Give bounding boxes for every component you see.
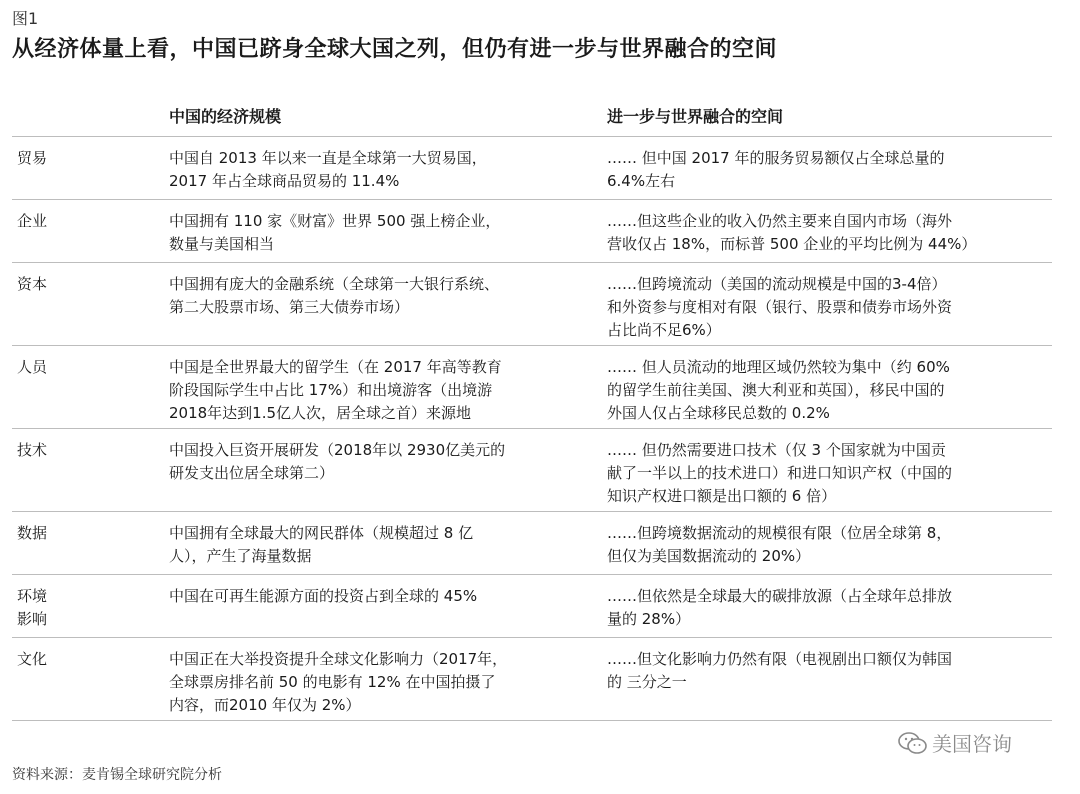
row-category (17, 210, 147, 233)
row-economic-scale (169, 585, 589, 608)
row-category (17, 522, 147, 545)
row-integration-room (607, 585, 1057, 631)
row-integration-room-line: 量的 28%） (607, 610, 691, 628)
figure-title: 从经济体量上看，中国已跻身全球大国之列，但仍有进一步与世界融合的空间 (12, 37, 778, 62)
row-integration-room-line: 献了一半以上的技术进口）和进口知识产权（中国的 (607, 464, 953, 482)
row-economic-scale-line: 阶段国际学生中占比 17%）和出境游客（出境游 (169, 381, 493, 399)
row-category-line: 贸易 (17, 149, 48, 167)
row-integration-room-line: ……但跨境流动（美国的流动规模是中国的3-4倍） (607, 275, 947, 293)
comparison-table (12, 90, 1052, 721)
table-row (12, 263, 1052, 346)
row-integration-room (607, 439, 1057, 508)
row-economic-scale (169, 522, 589, 568)
row-economic-scale-line: 中国拥有庞大的金融系统（全球第一大银行系统、 (169, 275, 500, 293)
row-economic-scale (169, 356, 589, 425)
row-integration-room-line: 占比尚不足6%） (607, 321, 721, 339)
row-integration-room-line: ……但依然是全球最大的碳排放源（占全球年总排放 (607, 587, 953, 605)
row-category-line: 数据 (17, 524, 48, 542)
row-integration-room-line: 外国人仅占全球移民总数的 0.2% (607, 404, 830, 422)
row-economic-scale (169, 439, 589, 485)
row-integration-room-line: 知识产权进口额是出口额的 6 倍） (607, 487, 837, 505)
row-economic-scale-line: 全球票房排名前 50 的电影有 12% 在中国拍摄了 (169, 673, 496, 691)
table-row (12, 638, 1052, 721)
header-economic-scale: 中国的经济规模 (169, 107, 282, 126)
table-row (12, 200, 1052, 263)
row-economic-scale-line: 数量与美国相当 (169, 235, 275, 253)
row-integration-room-line: 6.4%左右 (607, 172, 676, 190)
row-integration-room (607, 356, 1057, 425)
row-economic-scale (169, 210, 589, 256)
row-economic-scale (169, 648, 589, 717)
row-integration-room-line: ……但文化影响力仍然有限（电视剧出口额仅为韩国 (607, 650, 953, 668)
row-integration-room-line: ……但跨境数据流动的规模很有限（位居全球第 8， (607, 524, 952, 542)
row-category-line: 技术 (17, 441, 48, 459)
row-integration-room (607, 147, 1057, 193)
table-row (12, 346, 1052, 429)
source-note: 资料来源：麦肯锡全球研究院分析 (12, 767, 222, 783)
row-category-line: 影响 (17, 610, 48, 628)
table-header (12, 90, 1052, 137)
row-integration-room-line: 的 三分之一 (607, 673, 687, 691)
row-integration-room-line: …… 但人员流动的地理区域仍然较为集中（约 60% (607, 358, 950, 376)
row-category (17, 147, 147, 170)
wechat-icon (898, 731, 928, 755)
row-economic-scale-line: 内容，而2010 年仅为 2%） (169, 696, 361, 714)
row-economic-scale (169, 147, 589, 193)
table-row (12, 512, 1052, 575)
row-integration-room (607, 273, 1057, 342)
watermark-text: 美国咨询 (932, 732, 1012, 756)
table-row (12, 429, 1052, 512)
row-economic-scale-line: 人），产生了海量数据 (169, 547, 312, 565)
row-economic-scale-line: 中国是全世界最大的留学生（在 2017 年高等教育 (169, 358, 502, 376)
row-economic-scale-line: 第二大股票市场、第三大债券市场） (169, 298, 410, 316)
row-integration-room (607, 648, 1057, 694)
row-category (17, 648, 147, 671)
row-integration-room-line: …… 但仍然需要进口技术（仅 3 个国家就为中国贡 (607, 441, 946, 459)
row-economic-scale-line: 中国自 2013 年以来一直是全球第一大贸易国， (169, 149, 487, 167)
row-integration-room-line: 营收仅占 18%，而标普 500 企业的平均比例为 44%） (607, 235, 977, 253)
row-category-line: 环境 (17, 587, 48, 605)
row-economic-scale-line: 中国在可再生能源方面的投资占到全球的 45% (169, 587, 478, 605)
table-row (12, 575, 1052, 638)
row-integration-room (607, 210, 1057, 256)
row-economic-scale-line: 2018年达到1.5亿人次，居全球之首）来源地 (169, 404, 472, 422)
row-integration-room-line: 的留学生前往美国、澳大利亚和英国），移民中国的 (607, 381, 945, 399)
row-economic-scale-line: 中国拥有全球最大的网民群体（规模超过 8 亿 (169, 524, 474, 542)
watermark (898, 728, 1012, 757)
row-category-line: 企业 (17, 212, 48, 230)
figure-label: 图1 (12, 9, 39, 28)
row-integration-room-line: ……但这些企业的收入仍然主要来自国内市场（海外 (607, 212, 953, 230)
row-economic-scale (169, 273, 589, 319)
row-economic-scale-line: 中国拥有 110 家《财富》世界 500 强上榜企业， (169, 212, 501, 230)
table-row (12, 137, 1052, 200)
header-integration-room: 进一步与世界融合的空间 (607, 107, 784, 126)
row-category (17, 273, 147, 296)
row-category (17, 585, 147, 631)
row-economic-scale-line: 研发支出位居全球第二） (169, 464, 335, 482)
row-integration-room (607, 522, 1057, 568)
row-category-line: 资本 (17, 275, 48, 293)
row-category-line: 文化 (17, 650, 48, 668)
row-economic-scale-line: 中国投入巨资开展研发（2018年以 2930亿美元的 (169, 441, 506, 459)
row-economic-scale-line: 2017 年占全球商品贸易的 11.4% (169, 172, 400, 190)
row-economic-scale-line: 中国正在大举投资提升全球文化影响力（2017年， (169, 650, 508, 668)
row-category (17, 439, 147, 462)
table-body (12, 137, 1052, 721)
row-integration-room-line: 和外资参与度相对有限（银行、股票和债券市场外资 (607, 298, 953, 316)
row-integration-room-line: …… 但中国 2017 年的服务贸易额仅占全球总量的 (607, 149, 945, 167)
row-integration-room-line: 但仅为美国数据流动的 20%） (607, 547, 811, 565)
row-category-line: 人员 (17, 358, 48, 376)
row-category (17, 356, 147, 379)
